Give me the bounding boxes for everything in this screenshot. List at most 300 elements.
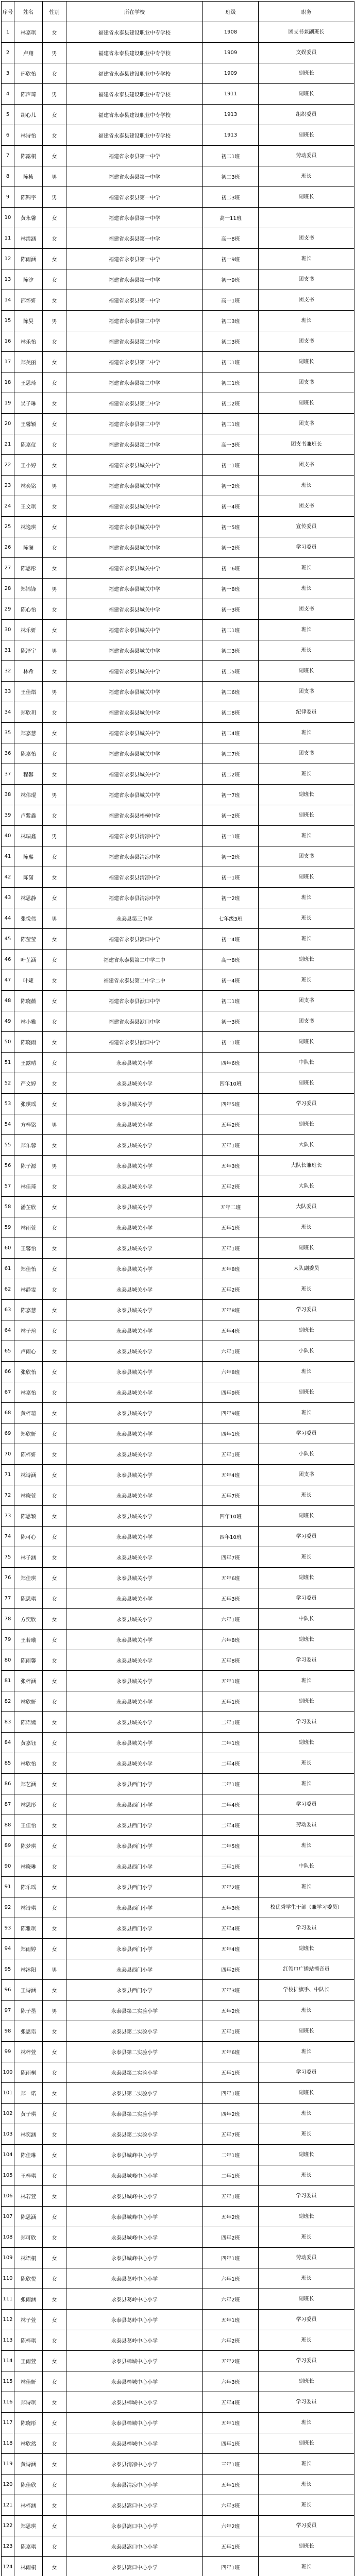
school-name: 永泰县城关小学: [66, 1650, 203, 1671]
position: 团支书: [259, 290, 354, 311]
row-index: 109: [2, 2248, 14, 2268]
school-name: 福建省永泰县建设职业中专学校: [66, 105, 203, 125]
school-name: 福建省永泰县城关中学: [66, 455, 203, 476]
row-index: 32: [2, 661, 14, 682]
row-index: 112: [2, 2310, 14, 2330]
student-name: 郑乐蓉: [14, 1135, 43, 1156]
gender: 男: [43, 187, 66, 208]
class-name: 初一1班: [203, 1032, 259, 1053]
student-name: 王文琪: [14, 496, 43, 517]
school-name: 永泰县城关小学: [66, 1630, 203, 1650]
student-name: 郑嘉慧: [14, 723, 43, 743]
gender: 女: [43, 1815, 66, 1836]
school-name: 永泰县樟城中心小学: [66, 2371, 203, 2392]
position: 学习委员: [259, 537, 354, 558]
school-name: 永泰县城关小学: [66, 1114, 203, 1135]
school-name: 福建省永泰县第二中学二中: [66, 950, 203, 970]
position: 纪律委员: [259, 702, 354, 723]
row-index: 13: [2, 269, 14, 290]
gender: 女: [43, 1382, 66, 1403]
gender: 女: [43, 1671, 66, 1691]
position: 班长: [259, 249, 354, 269]
class-name: 初一2班: [203, 805, 259, 826]
gender: 女: [43, 1465, 66, 1485]
gender: 女: [43, 2165, 66, 2186]
position: 劳动委员: [259, 2248, 354, 2268]
school-name: 福建省永泰县第二中学: [66, 311, 203, 331]
gender: 女: [43, 2413, 66, 2433]
table-row: [2, 249, 354, 269]
table-row: [2, 2268, 354, 2289]
row-index: 45: [2, 929, 14, 950]
row-index: 68: [2, 1403, 14, 1423]
table-row: [2, 2557, 354, 2576]
position: 副班长: [259, 84, 354, 105]
row-index: 113: [2, 2330, 14, 2351]
class-name: 六年8班: [203, 1362, 259, 1382]
position: 副班长: [259, 1382, 354, 1403]
class-name: 四年6班: [203, 1053, 259, 1073]
position: 团支书: [259, 682, 354, 702]
class-name: 二年1班: [203, 1774, 259, 1794]
student-name: 林瑞鑫: [14, 826, 43, 846]
position: 副班长: [259, 1032, 354, 1053]
school-name: 福建省永泰县城关中学: [66, 661, 203, 682]
table-row: [2, 63, 354, 84]
school-name: 永泰县城关小学: [66, 1073, 203, 1094]
row-index: 25: [2, 517, 14, 537]
gender: 女: [43, 1753, 66, 1774]
row-index: 16: [2, 331, 14, 352]
class-name: 五年6班: [203, 1568, 259, 1588]
student-name: 陈锦宇: [14, 187, 43, 208]
class-name: 初一4班: [203, 496, 259, 517]
table-row: [2, 1815, 354, 1836]
position: 班长: [259, 2413, 354, 2433]
row-index: 53: [2, 1094, 14, 1114]
row-index: 54: [2, 1114, 14, 1135]
header-school: 所在学校: [66, 2, 203, 22]
row-index: 96: [2, 1980, 14, 2001]
position: 副班长: [259, 785, 354, 805]
school-name: 永泰县嵩口中心小学: [66, 2557, 203, 2576]
table-row: [2, 434, 354, 455]
student-name: 林语桐: [14, 2248, 43, 2268]
row-index: 34: [2, 702, 14, 723]
gender: 女: [43, 661, 66, 682]
position: 副班长: [259, 2207, 354, 2227]
position: 班长: [259, 826, 354, 846]
row-index: 73: [2, 1506, 14, 1527]
class-name: 初一5班: [203, 517, 259, 537]
row-index: 122: [2, 2516, 14, 2536]
class-name: 初二3班: [203, 640, 259, 661]
header-class: 班级: [203, 2, 259, 22]
gender: 女: [43, 1135, 66, 1156]
position: 团支书: [259, 269, 354, 290]
class-name: 五年1班: [203, 1671, 259, 1691]
class-name: 五年2班: [203, 2351, 259, 2371]
row-index: 118: [2, 2433, 14, 2454]
school-name: 永泰县第二实验小学: [66, 2124, 203, 2145]
student-name: 林希: [14, 661, 43, 682]
gender: 女: [43, 2042, 66, 2062]
class-name: 五年1班: [203, 2310, 259, 2330]
table-row: [2, 1053, 354, 1073]
gender: 女: [43, 2289, 66, 2310]
row-index: 38: [2, 785, 14, 805]
school-name: 福建省永泰县洑口中学: [66, 991, 203, 1011]
gender: 女: [43, 290, 66, 311]
school-name: 福建省永泰县第二中学: [66, 331, 203, 352]
position: 副班长: [259, 1506, 354, 1527]
gender: 女: [43, 331, 66, 352]
table-row: [2, 1671, 354, 1691]
table-row: [2, 908, 354, 929]
table-row: [2, 1279, 354, 1300]
table-body: [2, 22, 354, 2576]
student-name: 陈露桐: [14, 146, 43, 166]
position: 大队长: [259, 1135, 354, 1156]
position: 学习委员: [259, 1918, 354, 1939]
class-name: 1908: [203, 22, 259, 43]
row-index: 80: [2, 1650, 14, 1671]
row-index: 26: [2, 537, 14, 558]
gender: 女: [43, 2227, 66, 2248]
class-name: 五年1班: [203, 2413, 259, 2433]
class-name: 五年1班: [203, 2536, 259, 2557]
class-name: 五年4班: [203, 1939, 259, 1959]
gender: 女: [43, 372, 66, 393]
table-row: [2, 2001, 354, 2021]
class-name: 三年1班: [203, 2454, 259, 2475]
student-name: 陈思彤: [14, 558, 43, 579]
student-name: 陈梓妍: [14, 1444, 43, 1465]
school-name: 永泰县西门小学: [66, 1774, 203, 1794]
school-name: 永泰县樟城中心小学: [66, 2392, 203, 2413]
gender: 女: [43, 105, 66, 125]
table-row: [2, 2186, 354, 2207]
student-name: 陈思涵: [14, 2207, 43, 2227]
class-name: 四年5班: [203, 1094, 259, 1114]
position: 班长: [259, 1836, 354, 1856]
gender: 女: [43, 2207, 66, 2227]
student-name: 陈梓琪: [14, 2330, 43, 2351]
gender: 女: [43, 1527, 66, 1547]
row-index: 35: [2, 723, 14, 743]
class-name: 初二1班: [203, 620, 259, 640]
student-name: 卢翔: [14, 43, 43, 63]
student-name: 陈思琪: [14, 1588, 43, 1609]
student-name: 王若曦: [14, 1630, 43, 1650]
student-name: 林若萱: [14, 2186, 43, 2207]
school-name: 永泰县西门小学: [66, 1856, 203, 1877]
school-name: 永泰县清凉中心小学: [66, 2454, 203, 2475]
row-index: 58: [2, 1197, 14, 1217]
gender: 女: [43, 63, 66, 84]
row-index: 51: [2, 1053, 14, 1073]
table-row: [2, 331, 354, 352]
school-name: 福建省永泰县第一中学: [66, 208, 203, 228]
school-name: 福建省永泰县梧桐中学: [66, 805, 203, 826]
row-index: 47: [2, 970, 14, 991]
position: 班长: [259, 2104, 354, 2124]
row-index: 30: [2, 620, 14, 640]
school-name: 福建省永泰县第一中学: [66, 290, 203, 311]
student-name: 陈思颖: [14, 1506, 43, 1527]
school-name: 永泰县城关小学: [66, 1341, 203, 1362]
position: 中队长: [259, 1856, 354, 1877]
position: 副班长: [259, 867, 354, 888]
gender: 女: [43, 2536, 66, 2557]
gender: 女: [43, 1733, 66, 1753]
class-name: 五年4班: [203, 1465, 259, 1485]
student-name: 林小雅: [14, 1011, 43, 1032]
gender: 女: [43, 2021, 66, 2042]
school-name: 永泰县城关小学: [66, 1094, 203, 1114]
table-row: [2, 1300, 354, 1320]
position: 团支书兼副班长: [259, 22, 354, 43]
table-row: [2, 2289, 354, 2310]
school-name: 福建省永泰县建设职业中专学校: [66, 63, 203, 84]
class-name: 1909: [203, 63, 259, 84]
position: 班长: [259, 2475, 354, 2495]
table-row: [2, 1897, 354, 1918]
student-name: 程馨: [14, 764, 43, 785]
row-index: 63: [2, 1300, 14, 1320]
gender: 女: [43, 1176, 66, 1197]
position: 小队长: [259, 1444, 354, 1465]
school-name: 永泰县城峰中心小学: [66, 2207, 203, 2227]
class-name: 初二2班: [203, 393, 259, 414]
row-index: 2: [2, 43, 14, 63]
position: 学习委员: [259, 2392, 354, 2413]
gender: 男: [43, 1959, 66, 1980]
class-name: 初二3班: [203, 331, 259, 352]
school-name: 永泰县樟城中心小学: [66, 2351, 203, 2371]
gender: 女: [43, 1836, 66, 1856]
class-name: 四年1班: [203, 2433, 259, 2454]
class-name: 四年2班: [203, 1959, 259, 1980]
row-index: 19: [2, 393, 14, 414]
position: 劳动委员: [259, 146, 354, 166]
class-name: 五年1班: [203, 1691, 259, 1712]
row-index: 117: [2, 2413, 14, 2433]
gender: 女: [43, 2145, 66, 2165]
school-name: 永泰县城关小学: [66, 1176, 203, 1197]
gender: 女: [43, 723, 66, 743]
class-name: 五年二班: [203, 1197, 259, 1217]
position: 团支书: [259, 846, 354, 867]
school-name: 福建省永泰县城关中学: [66, 517, 203, 537]
school-name: 福建省永泰县城关中学: [66, 579, 203, 599]
position: 班长: [259, 1485, 354, 1506]
gender: 女: [43, 2083, 66, 2104]
gender: 女: [43, 702, 66, 723]
position: 学习委员: [259, 2062, 354, 2083]
gender: 女: [43, 764, 66, 785]
position: 学习委员: [259, 1794, 354, 1815]
school-name: 永泰县城关小学: [66, 1197, 203, 1217]
gender: 女: [43, 146, 66, 166]
gender: 女: [43, 970, 66, 991]
table-row: [2, 950, 354, 970]
table-row: [2, 1217, 354, 1238]
gender: 女: [43, 434, 66, 455]
school-name: 永泰县西门小学: [66, 1897, 203, 1918]
class-name: 四年2班: [203, 2104, 259, 2124]
table-row: [2, 352, 354, 372]
class-name: 高一1班: [203, 290, 259, 311]
row-index: 111: [2, 2289, 14, 2310]
class-name: 高一3班: [203, 434, 259, 455]
row-index: 72: [2, 1485, 14, 1506]
student-name: 王佳熠: [14, 682, 43, 702]
school-name: 福建省永泰县第一中学: [66, 269, 203, 290]
position: 团支书: [259, 991, 354, 1011]
table-row: [2, 558, 354, 579]
class-name: 初二1班: [203, 352, 259, 372]
row-index: 104: [2, 2145, 14, 2165]
gender: 女: [43, 1794, 66, 1815]
gender: 男: [43, 682, 66, 702]
school-name: 福建省永泰县城关中学: [66, 682, 203, 702]
student-name: 林诗怡: [14, 125, 43, 146]
class-name: 初一4班: [203, 970, 259, 991]
position: 组织委员: [259, 105, 354, 125]
school-name: 永泰县樟城中心小学: [66, 2413, 203, 2433]
school-name: 永泰县城关小学: [66, 1217, 203, 1238]
student-name: 陈泽宇: [14, 640, 43, 661]
school-name: 福建省永泰县城关中学: [66, 476, 203, 496]
school-name: 永泰县嵩口中心小学: [66, 2495, 203, 2516]
table-row: [2, 537, 354, 558]
position: 团支书: [259, 496, 354, 517]
position: 班长: [259, 723, 354, 743]
school-name: 永泰县城关小学: [66, 1279, 203, 1300]
school-name: 永泰县城关小学: [66, 1053, 203, 1073]
student-name: 陈梦琪: [14, 1836, 43, 1856]
row-index: 87: [2, 1794, 14, 1815]
school-name: 永泰县葛岭中心小学: [66, 2330, 203, 2351]
student-name: 林思彤: [14, 1794, 43, 1815]
row-index: 75: [2, 1547, 14, 1568]
row-index: 88: [2, 1815, 14, 1836]
table-row: [2, 2413, 354, 2433]
student-name: 陈雨桐: [14, 2062, 43, 2083]
student-name: 郑佳怡: [14, 1259, 43, 1279]
class-name: 初一9班: [203, 249, 259, 269]
student-name: 林静雯: [14, 1279, 43, 1300]
gender: 女: [43, 1588, 66, 1609]
student-name: 林奕铭: [14, 476, 43, 496]
student-name: 林梓涵: [14, 2495, 43, 2516]
table-row: [2, 1939, 354, 1959]
table-row: [2, 846, 354, 867]
school-name: 永泰县城关小学: [66, 1671, 203, 1691]
class-name: 六年2班: [203, 2289, 259, 2310]
school-name: 永泰县城关小学: [66, 1238, 203, 1259]
position: 团支书: [259, 455, 354, 476]
student-name: 王诗涵: [14, 1980, 43, 2001]
position: 学习委员: [259, 1650, 354, 1671]
row-index: 43: [2, 888, 14, 908]
position: 副班长: [259, 2145, 354, 2165]
school-name: 福建省永泰县城关中学: [66, 558, 203, 579]
position: 班长: [259, 1774, 354, 1794]
position: 学习委员: [259, 1300, 354, 1320]
table-row: [2, 2392, 354, 2413]
gender: 女: [43, 269, 66, 290]
class-name: 四年10班: [203, 1506, 259, 1527]
student-name: 吴子琳: [14, 393, 43, 414]
position: 班长: [259, 2227, 354, 2248]
class-name: 1913: [203, 105, 259, 125]
student-name: 邵怀妍: [14, 290, 43, 311]
class-name: 初一3班: [203, 599, 259, 620]
school-name: 永泰县第二实验小学: [66, 2042, 203, 2062]
class-name: 五年3班: [203, 1588, 259, 1609]
class-name: 初二3班: [203, 166, 259, 187]
student-name: 陈桢: [14, 166, 43, 187]
gender: 女: [43, 2124, 66, 2145]
gender: 女: [43, 2454, 66, 2475]
student-name: 林伟琨: [14, 785, 43, 805]
table-row: [2, 1259, 354, 1279]
student-name: 陈佳琳: [14, 2145, 43, 2165]
gender: 女: [43, 2495, 66, 2516]
row-index: 92: [2, 1897, 14, 1918]
school-name: 永泰县城关小学: [66, 1485, 203, 1506]
row-index: 42: [2, 867, 14, 888]
row-index: 49: [2, 1011, 14, 1032]
row-index: 17: [2, 352, 14, 372]
table-row: [2, 2248, 354, 2268]
row-index: 74: [2, 1527, 14, 1547]
class-name: 五年4班: [203, 2392, 259, 2413]
position: 副班长: [259, 2536, 354, 2557]
row-index: 29: [2, 599, 14, 620]
class-name: 四年7班: [203, 1547, 259, 1568]
gender: 男: [43, 2001, 66, 2021]
school-name: 福建省永泰县城关中学: [66, 620, 203, 640]
gender: 女: [43, 805, 66, 826]
position: 班长: [259, 1279, 354, 1300]
table-row: [2, 2083, 354, 2104]
student-name: 卢雨心: [14, 1341, 43, 1362]
class-name: 五年1班: [203, 2475, 259, 2495]
row-index: 31: [2, 640, 14, 661]
table-row: [2, 1959, 354, 1980]
student-name: 陈澜: [14, 537, 43, 558]
class-name: 初二3班: [203, 187, 259, 208]
class-name: 初二5班: [203, 661, 259, 682]
position: 学习委员: [259, 2310, 354, 2330]
student-name: 林嘉琪: [14, 22, 43, 43]
school-name: 永泰县葛岭中心小学: [66, 2268, 203, 2289]
class-name: 1909: [203, 43, 259, 63]
class-name: 五年1班: [203, 1238, 259, 1259]
row-index: 56: [2, 1156, 14, 1176]
school-name: 福建省永泰县城关中学: [66, 743, 203, 764]
school-name: 永泰县城峰中心小学: [66, 2227, 203, 2248]
row-index: 5: [2, 105, 14, 125]
table-row: [2, 1877, 354, 1897]
position: 副班长: [259, 63, 354, 84]
table-row: [2, 2124, 354, 2145]
table-row: [2, 1691, 354, 1712]
position: 副班长: [259, 352, 354, 372]
